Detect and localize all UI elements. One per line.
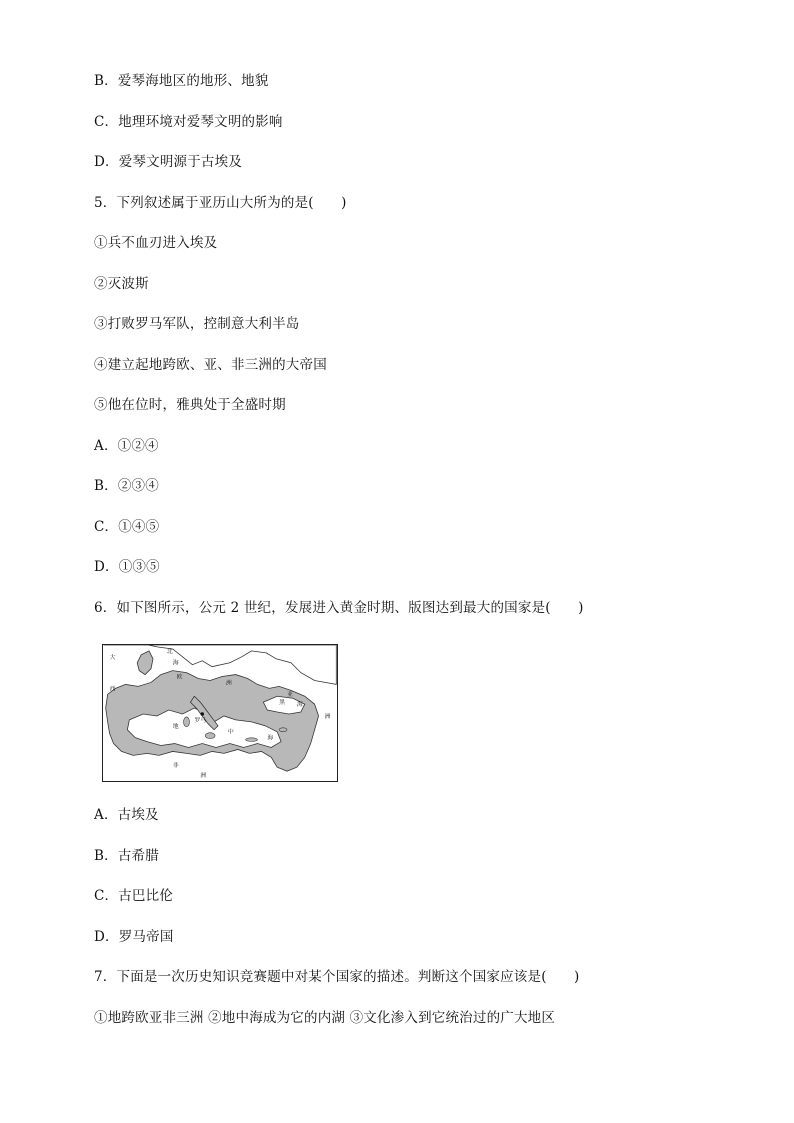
map-label-mediterranean-3: 海: [267, 735, 274, 742]
q5-statement-5: ⑤他在位时，雅典处于全盛时期: [94, 397, 286, 413]
question-7-stem: 7．下面是一次历史知识竞赛题中对某个国家的描述。判断这个国家应该是( ): [94, 969, 580, 985]
question-6-stem: 6．如下图所示，公元 2 世纪，发展进入黄金时期、版图达到最大的国家是( ): [94, 600, 584, 616]
option-b-q4: B．爱琴海地区的地形、地貌: [94, 73, 269, 89]
q5-statement-4: ④建立起地跨欧、亚、非三洲的大帝国: [94, 357, 327, 373]
q5-option-c: C．①④⑤: [94, 519, 160, 535]
map-label-europe-1: 欧: [176, 674, 183, 681]
map-label-black-sea-1: 黑: [279, 700, 286, 707]
q6-option-d: D．罗马帝国: [94, 929, 174, 945]
q6-option-c: C．古巴比伦: [94, 888, 174, 904]
map-britain: [137, 651, 153, 675]
map-label-africa-2: 洲: [200, 773, 207, 780]
q5-statement-1: ①兵不血刃进入埃及: [94, 235, 218, 251]
map-island-sicily: [205, 733, 215, 739]
map-island-sardinia: [184, 717, 190, 727]
q5-option-d: D．①③⑤: [94, 559, 160, 575]
map-label-black-sea-2: 海: [296, 702, 303, 709]
roman-empire-map: [102, 644, 338, 782]
map-label-africa-1: 非: [172, 763, 179, 770]
map-label-rome: 罗马: [194, 717, 207, 724]
map-label-atlantic-2: 西: [109, 686, 116, 693]
q5-option-a: A．①②④: [94, 438, 159, 454]
q6-option-a: A．古埃及: [94, 807, 159, 823]
map-label-asia-2: 洲: [324, 713, 331, 720]
map-rome-marker: [200, 712, 204, 716]
map-label-north-sea-2: 海: [172, 660, 179, 667]
map-label-atlantic-1: 大: [109, 654, 116, 661]
question-5-stem: 5．下列叙述属于亚历山大所为的是( ): [94, 195, 347, 211]
q5-statement-3: ③打败罗马军队，控制意大利半岛: [94, 316, 300, 332]
map-island-cyprus: [279, 728, 287, 732]
map-label-mediterranean-2: 中: [227, 729, 234, 736]
map-label-asia-1: 亚: [287, 692, 293, 699]
q5-statement-2: ②灭波斯: [94, 276, 149, 292]
option-c-q4: C．地理环境对爱琴文明的影响: [94, 114, 283, 130]
option-d-q4: D．爱琴文明源于古埃及: [94, 154, 243, 170]
q5-option-b: B．②③④: [94, 478, 159, 494]
map-island-crete: [246, 738, 258, 742]
q6-option-b: B．古希腊: [94, 848, 159, 864]
q7-statements: ①地跨欧亚非三洲 ②地中海成为它的内湖 ③文化渗入到它统治过的广大地区: [94, 1010, 556, 1026]
map-label-europe-2: 洲: [225, 680, 232, 687]
map-label-mediterranean-1: 地: [172, 723, 179, 730]
map-label-north-sea-1: 北: [166, 648, 173, 655]
map-svg: [103, 645, 337, 781]
